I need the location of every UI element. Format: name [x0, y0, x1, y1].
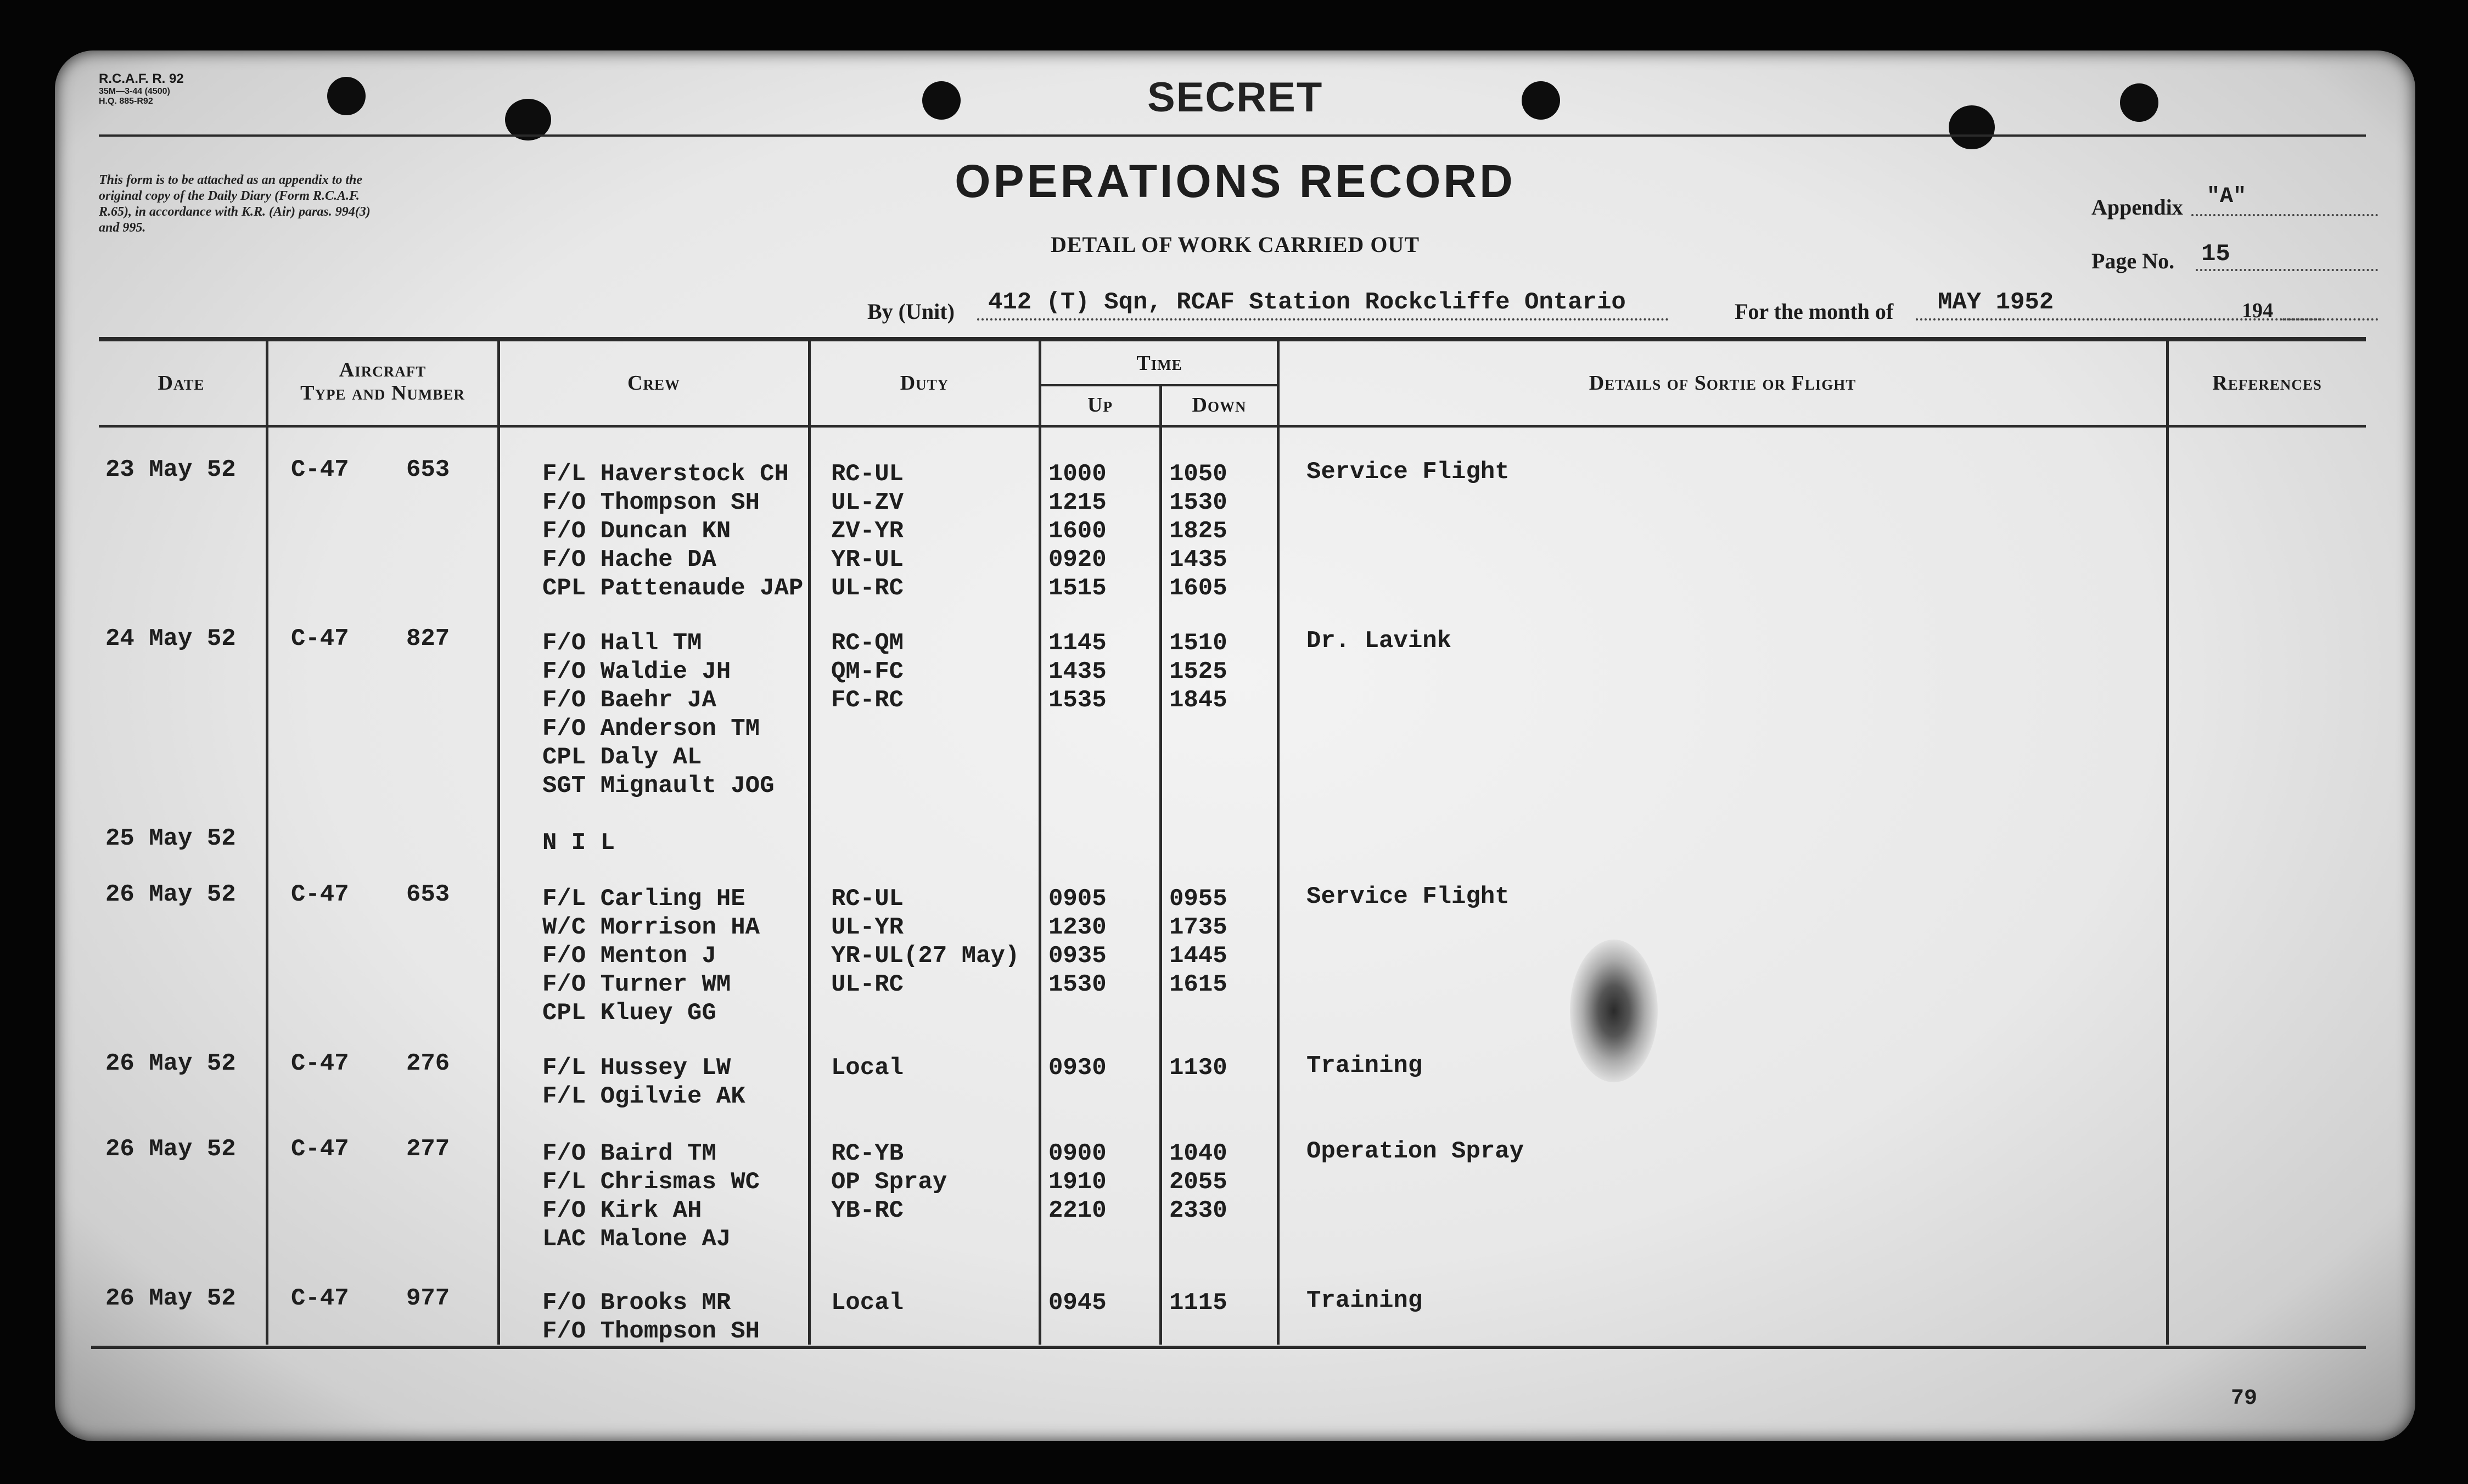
crew-member-name: F/L Hussey LW	[542, 1054, 731, 1082]
crew-time-up: 0935	[1048, 942, 1107, 970]
page-subtitle: DETAIL OF WORK CARRIED OUT	[1050, 232, 1420, 257]
crew-duty: RC-QM	[831, 629, 904, 657]
crew-duty: YB-RC	[831, 1197, 904, 1224]
crew-duty: Local	[831, 1054, 904, 1082]
appendix-label: Appendix	[2091, 195, 2183, 220]
crew-time-up: 0905	[1048, 885, 1107, 913]
crew-member-name: CPL Pattenaude JAP	[542, 575, 804, 602]
crew-duty: YR-UL(27 May)	[831, 942, 1020, 970]
crew-time-down: 1530	[1169, 489, 1227, 516]
crew-time-down: 2055	[1169, 1168, 1227, 1196]
crew-time-up: 1910	[1048, 1168, 1107, 1196]
crew-member-name: CPL Kluey GG	[542, 999, 716, 1027]
year-suffix: 194	[2242, 299, 2273, 322]
record-table-body	[55, 50, 2415, 1441]
crew-time-down: 1615	[1169, 971, 1227, 998]
crew-member-name: F/O Menton J	[542, 942, 716, 970]
crew-member-name: F/O Kirk AH	[542, 1197, 702, 1224]
crew-member-name: F/L Chrismas WC	[542, 1168, 760, 1196]
row-date: 25 May 52	[105, 825, 236, 852]
header-references: References	[2212, 372, 2322, 395]
crew-member-name: F/O Thompson SH	[542, 489, 760, 516]
crew-member-name: F/O Baird TM	[542, 1140, 716, 1167]
crew-time-up: 1515	[1048, 575, 1107, 602]
crew-member-name: F/O Waldie JH	[542, 658, 731, 685]
row-aircraft-number: 653	[406, 456, 450, 484]
row-aircraft-type: C-47	[291, 1050, 349, 1077]
row-details: Service Flight	[1306, 883, 1510, 910]
crew-time-up: 0930	[1048, 1054, 1107, 1082]
header-crew: Crew	[627, 372, 680, 395]
crew-time-down: 1605	[1169, 575, 1227, 602]
crew-time-up: 1600	[1048, 518, 1107, 545]
row-aircraft-number: 827	[406, 625, 450, 653]
crew-member-name: N I L	[542, 829, 615, 857]
row-details: Dr. Lavink	[1306, 627, 1452, 655]
row-details: Operation Spray	[1306, 1138, 1524, 1165]
row-date: 26 May 52	[105, 1136, 236, 1163]
month-label: For the month of	[1735, 299, 1894, 324]
footer-mark: 79	[2231, 1386, 2258, 1411]
crew-duty: FC-RC	[831, 687, 904, 714]
crew-member-name: F/O Baehr JA	[542, 687, 716, 714]
row-aircraft-number: 977	[406, 1285, 450, 1312]
crew-member-name: F/O Thompson SH	[542, 1318, 760, 1345]
crew-time-up: 1000	[1048, 460, 1107, 488]
row-aircraft-type: C-47	[291, 1136, 349, 1163]
crew-time-down: 2330	[1169, 1197, 1227, 1224]
page-number-label: Page No.	[2091, 249, 2175, 273]
crew-duty: UL-YR	[831, 914, 904, 941]
crew-duty: ZV-YR	[831, 518, 904, 545]
row-aircraft-type: C-47	[291, 881, 349, 908]
crew-member-name: SGT Mignault JOG	[542, 772, 775, 800]
crew-duty: Local	[831, 1289, 904, 1317]
crew-time-up: 0945	[1048, 1289, 1107, 1317]
crew-member-name: W/C Morrison HA	[542, 914, 760, 941]
crew-member-name: F/L Ogilvie AK	[542, 1083, 745, 1110]
header-aircraft: Aircraft	[339, 358, 427, 381]
crew-time-up: 1230	[1048, 914, 1107, 941]
form-id-line3: H.Q. 885-R92	[99, 97, 153, 106]
crew-member-name: F/O Turner WM	[542, 971, 731, 998]
row-details: Service Flight	[1306, 458, 1510, 486]
header-time: Time	[1136, 352, 1182, 375]
crew-time-up: 0920	[1048, 546, 1107, 574]
row-aircraft-type: C-47	[291, 625, 349, 653]
crew-duty: UL-RC	[831, 575, 904, 602]
crew-duty: UL-ZV	[831, 489, 904, 516]
month-value: MAY 1952	[1938, 289, 2054, 316]
crew-time-down: 1445	[1169, 942, 1227, 970]
crew-time-down: 1735	[1169, 914, 1227, 941]
crew-time-down: 0955	[1169, 885, 1227, 913]
crew-time-up: 0900	[1048, 1140, 1107, 1167]
header-down: Down	[1192, 394, 1247, 417]
form-id-line2: 35M—3-44 (4500)	[99, 87, 170, 96]
crew-member-name: F/O Duncan KN	[542, 518, 731, 545]
crew-duty: RC-UL	[831, 885, 904, 913]
crew-member-name: F/O Hall TM	[542, 629, 702, 657]
row-date: 26 May 52	[105, 881, 236, 908]
row-date: 26 May 52	[105, 1285, 236, 1312]
row-aircraft-number: 277	[406, 1136, 450, 1163]
crew-duty: RC-UL	[831, 460, 904, 488]
header-details: Details of Sortie or Flight	[1589, 372, 1856, 395]
operations-record-sheet	[55, 50, 2415, 1441]
crew-duty: QM-FC	[831, 658, 904, 685]
crew-time-down: 1435	[1169, 546, 1227, 574]
crew-time-up: 1145	[1048, 629, 1107, 657]
crew-time-up: 1530	[1048, 971, 1107, 998]
crew-time-up: 1435	[1048, 658, 1107, 685]
crew-time-down: 1825	[1169, 518, 1227, 545]
crew-time-down: 1525	[1169, 658, 1227, 685]
crew-time-down: 1130	[1169, 1054, 1227, 1082]
crew-time-down: 1115	[1169, 1289, 1227, 1317]
row-details: Training	[1306, 1287, 1423, 1314]
form-id-line1: R.C.A.F. R. 92	[99, 71, 184, 86]
crew-member-name: F/O Hache DA	[542, 546, 716, 574]
header-date: Date	[158, 372, 205, 395]
crew-time-up: 1535	[1048, 687, 1107, 714]
row-aircraft-number: 653	[406, 881, 450, 908]
row-date: 23 May 52	[105, 456, 236, 484]
attachment-note: This form is to be attached as an appendix to the original copy of the Daily Diary (Form R.C.A.F. R.65), in accordance with K.R. (Air) paras. 994(3) and 995.	[99, 173, 371, 235]
row-date: 24 May 52	[105, 625, 236, 653]
row-date: 26 May 52	[105, 1050, 236, 1077]
crew-time-down: 1510	[1169, 629, 1227, 657]
crew-member-name: F/L Haverstock CH	[542, 460, 789, 488]
crew-time-down: 1050	[1169, 460, 1227, 488]
row-details: Training	[1306, 1052, 1423, 1080]
crew-time-down: 1845	[1169, 687, 1227, 714]
crew-time-up: 2210	[1048, 1197, 1107, 1224]
secret-label: SECRET	[1147, 74, 1323, 121]
unit-label: By (Unit)	[867, 299, 955, 324]
page-number-value: 15	[2201, 240, 2230, 268]
header-aircraft-sub: Type and Number	[300, 381, 465, 404]
page-title: OPERATIONS RECORD	[955, 155, 1516, 207]
appendix-value: "A"	[2207, 184, 2247, 209]
crew-member-name: CPL Daly AL	[542, 744, 702, 771]
header-duty: Duty	[900, 372, 949, 395]
stain-mark	[1570, 940, 1658, 1082]
unit-value: 412 (T) Sqn, RCAF Station Rockcliffe Ontario	[988, 289, 1626, 316]
crew-member-name: F/L Carling HE	[542, 885, 745, 913]
crew-member-name: LAC Malone AJ	[542, 1226, 731, 1253]
crew-member-name: F/O Brooks MR	[542, 1289, 731, 1317]
crew-duty: RC-YB	[831, 1140, 904, 1167]
header-up: Up	[1087, 394, 1113, 417]
row-aircraft-number: 276	[406, 1050, 450, 1077]
row-aircraft-type: C-47	[291, 1285, 349, 1312]
crew-member-name: F/O Anderson TM	[542, 715, 760, 743]
crew-time-down: 1040	[1169, 1140, 1227, 1167]
row-aircraft-type: C-47	[291, 456, 349, 484]
crew-time-up: 1215	[1048, 489, 1107, 516]
crew-duty: YR-UL	[831, 546, 904, 574]
crew-duty: UL-RC	[831, 971, 904, 998]
crew-duty: OP Spray	[831, 1168, 947, 1196]
